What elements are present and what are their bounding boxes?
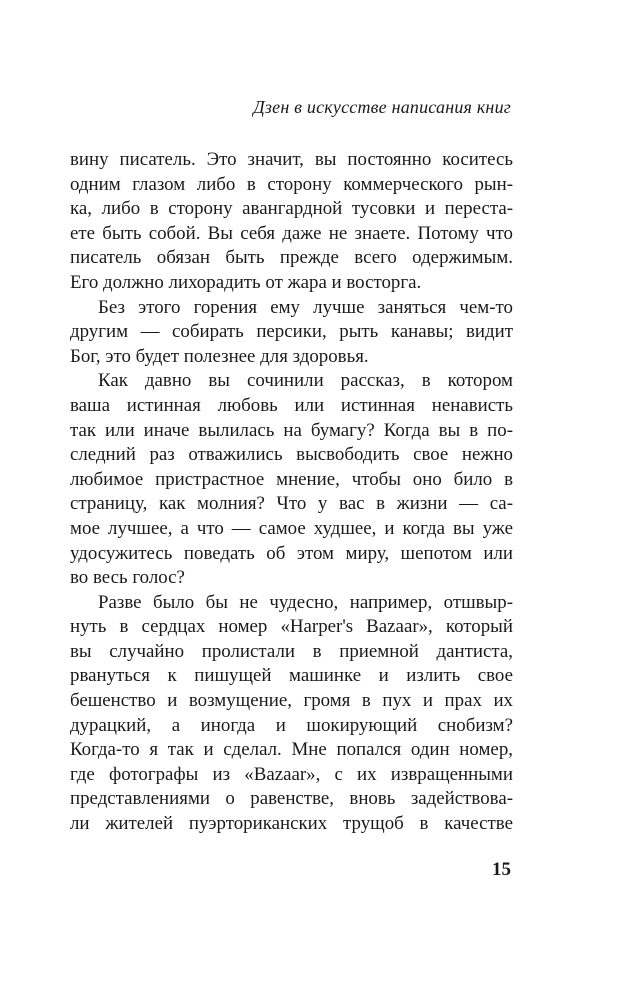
text-line: страницу, как молния? Что у вас в жизни — са- — [70, 493, 513, 515]
text-line: где фотографы из «Bazaar», с их извращенными — [70, 763, 513, 785]
text-line: Бог, это будет полезнее для здоровья. — [70, 345, 369, 367]
text-line: мое лучшее, а что — самое худшее, и когда вы уже — [70, 517, 513, 539]
text-line: Как давно вы сочинили рассказ, в котором — [98, 370, 513, 392]
text-line: во весь голос? — [70, 567, 185, 589]
text-line: так или иначе вылилась на бумагу? Когда вы в по- — [70, 419, 513, 441]
text-line: одним глазом либо в сторону коммерческого рын- — [70, 173, 513, 195]
text-line: вы случайно пролистали в приемной дантиста, — [70, 640, 513, 662]
text-line: другим — собирать персики, рыть канавы; видит — [70, 321, 513, 343]
text-line: следний раз отважились высвободить свое нежно — [70, 444, 513, 466]
text-line: ка, либо в сторону авангардной тусовки и переста- — [70, 198, 513, 220]
text-line: нуть в сердцах номер «Harper's Bazaar», который — [70, 616, 513, 638]
text-line: ете быть собой. Вы себя даже не знаете. Потому что — [70, 222, 513, 244]
body-text — [70, 148, 513, 837]
text-line: Без этого горения ему лучше заняться чем-то — [98, 296, 513, 318]
text-line: Разве было бы не чудесно, например, отшвыр- — [98, 591, 513, 613]
text-line: бешенство и возмущение, громя в пух и прах их — [70, 690, 513, 712]
text-line: ваша истинная любовь или истинная ненависть — [70, 394, 513, 416]
text-line: представлениями о равенстве, вновь задействова- — [70, 788, 513, 810]
text-line: вину писатель. Это значит, вы постоянно коситесь — [70, 149, 513, 170]
text-line: дурацкий, а иногда и шокирующий снобизм? — [70, 714, 513, 736]
text-line: Когда-то я так и сделал. Мне попался один номер, — [70, 739, 513, 761]
text-line: рвануться к пишущей машинке и излить свое — [70, 665, 513, 687]
page-number: 15 — [492, 859, 511, 880]
text-line: удосужитесь поведать об этом миру, шепотом или — [70, 542, 513, 564]
text-line: любимое пристрастное мнение, чтобы оно било в — [70, 468, 513, 490]
running-head: Дзен в искусстве написания книг — [253, 97, 511, 117]
text-line: Его должно лихорадить от жара и восторга. — [70, 271, 422, 293]
text-line: писатель обязан быть прежде всего одержимым. — [70, 247, 513, 269]
text-line: ли жителей пуэрториканских трущоб в качестве — [70, 813, 513, 835]
